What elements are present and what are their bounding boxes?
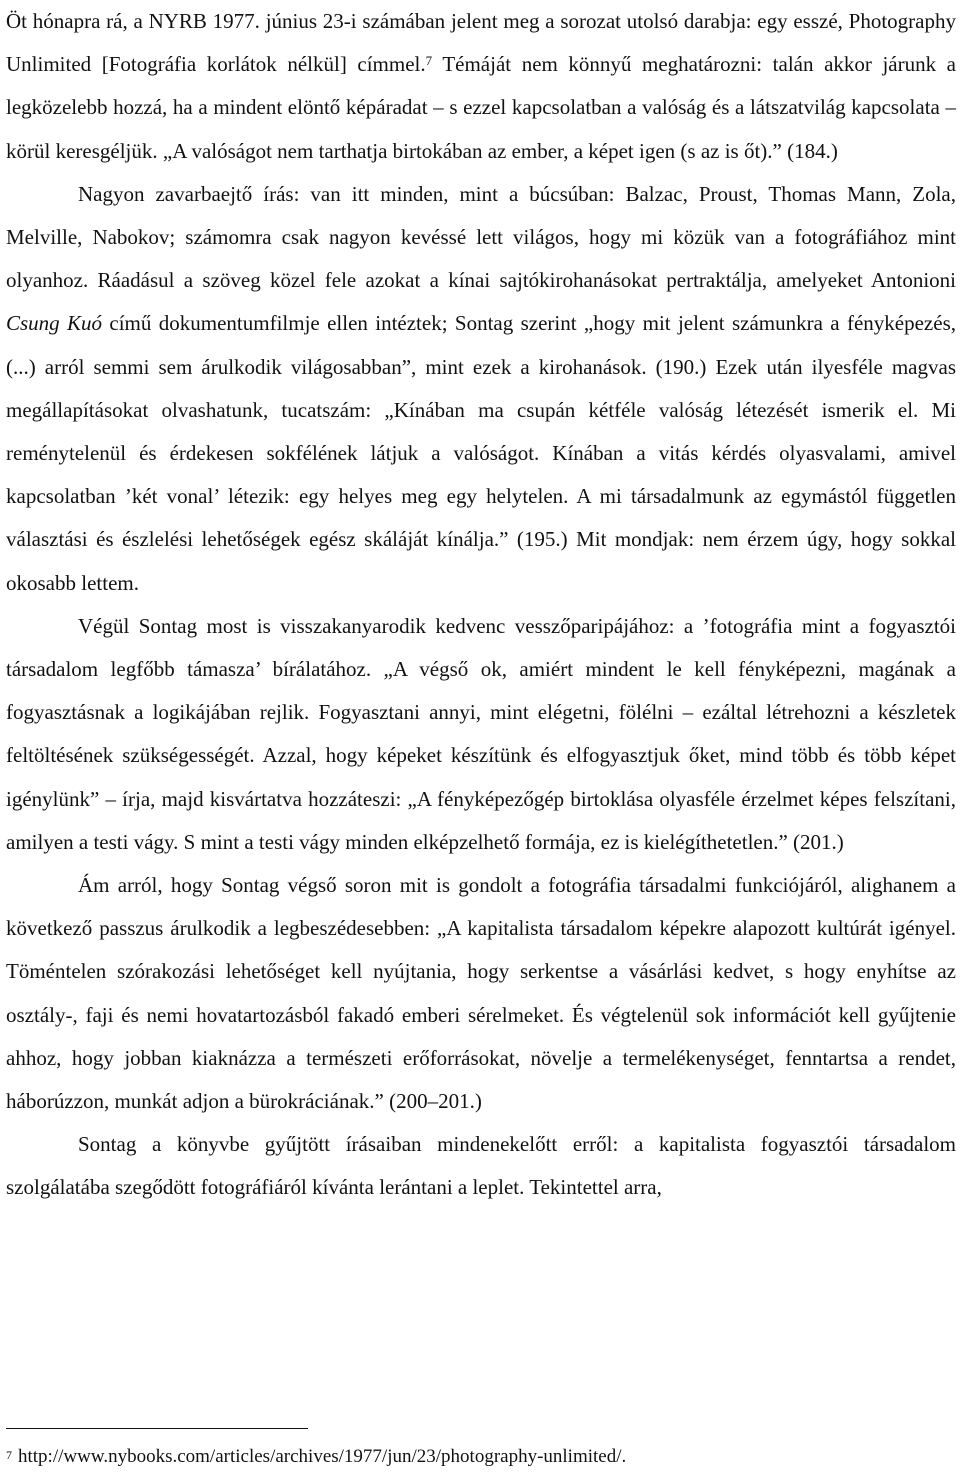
paragraph-4: Ám arról, hogy Sontag végső soron mit is gondolt a fotográfia társadalmi funkciójáról, alighanem a következő passzus árulkodik a legbeszédesebben: „A kapitalista társadalom képekre alapozott kultúrát igényel. Töméntelen szórakozási lehetőséget kell nyújtania, hogy serkentse a vásárlási kedvet, s hogy enyhítse az osztály-, faji és nemi hovatartozásból fakadó emberi sérelmeket. És végtelenül sok információt kell gyűjtenie ahhoz, hogy jobban kiaknázza a természeti erőforrásokat, növelje a termelékenységet, fenntartsa a rendet, háborúzzon, munkát adjon a bürokráciának.” (200–201.) xyxy=(6,873,956,1114)
paragraph-1 xyxy=(6,0,956,173)
footnote-url[interactable]: http://www.nybooks.com/articles/archives/1977/jun/23/photography-unlimited/. xyxy=(18,1446,627,1467)
footnote-mark: 7 xyxy=(6,1448,12,1462)
paragraph-2-text-a: Nagyon zavarbaejtő írás: van itt minden, mint a búcsúban: Balzac, Proust, Thomas Mann, Zola, Melville, Nabokov; számomra csak nagyon kevéssé lett világos, hogy mi közük van a fotográfiához mint olyanhoz. Ráadásul a szöveg közel fele azokat a kínai sajtókirohanásokat pertraktálja, amelyeket Antonioni xyxy=(6,181,956,293)
paragraph-3: Végül Sontag most is visszakanyarodik kedvenc vesszőparipájához: a ’fotográfia mint a fogyasztói társadalom legfőbb támasza’ bírálatához. „A végső ok, amiért mindent le kell fényképezni, magának a fogyasztásnak a logikájában rejlik. Fogyasztani annyi, mint elégetni, fölélni – ezáltal létrehozni a készletek feltöltésének szükségességét. Azzal, hogy képeket készítünk és elfogyasztjuk őket, mind több és több képet igénylünk” – írja, majd kisvártatva hozzáteszi: „A fényképezőgép birtoklása olyasféle érzelmet képes felszítani, amilyen a testi vágy. S mint a testi vágy minden elképzelhető formája, ez is kielégíthetetlen.” (201.) xyxy=(6,613,956,854)
paragraph-1-text-a: Öt hónapra rá, a NYRB 1977. június 23-i számában jelent meg a sorozat utolsó darabja: egy esszé, Photography Unlimited [Fotográfia korlátok nélkül] címmel. xyxy=(6,9,956,77)
paragraph-2 xyxy=(6,173,956,605)
document-page xyxy=(6,0,956,1210)
footnote-reference-7[interactable]: 7 xyxy=(425,53,433,69)
paragraph-2-text-b: című dokumentumfilmje ellen intéztek; Sontag szerint „hogy mit jelent számunkra a fényképezés, (...) arról semmi sem árulkodik világosabban”, mint ezek a kirohanások. (190.) Ezek után ilyesféle magvas megállapításokat olvashatunk, tucatszám: „Kínában ma csupán kétféle valóság létezését ismerik el. Mi reménytelenül és érdekesen sokfélének látjuk a valóságot. Kínában a vitás kérdés olyasvalami, amivel kapcsolatban ’két vonal’ létezik: egy helyes meg egy helytelen. A mi társadalmunk az egymástól független választási és észlelési lehetőségek egész skáláját kínálja.” (195.) Mit mondjak: nem érzem úgy, hogy sokkal okosabb lettem. xyxy=(6,311,956,595)
footnote-7 xyxy=(6,1443,946,1471)
film-title: Csung Kuó xyxy=(6,311,103,336)
body-text xyxy=(6,0,956,1210)
paragraph-5: Sontag a könyvbe gyűjtött írásaiban mindenekelőtt erről: a kapitalista fogyasztói társadalom szolgálatába szegődött fotográfiáról kívánta lerántani a leplet. Tekintettel arra, xyxy=(6,1132,956,1200)
footnote-separator xyxy=(6,1428,308,1429)
paragraph-1-text-b: Témáját nem könnyű meghatározni: talán akkor járunk a legközelebb hozzá, ha a mindent elöntő képáradat – s ezzel kapcsolatban a valóság és a látszatvilág kapcsolata – körül keresgéljük. „A valóságot nem tarthatja birtokában az ember, a képet igen (s az is őt).” (184.) xyxy=(6,52,956,163)
